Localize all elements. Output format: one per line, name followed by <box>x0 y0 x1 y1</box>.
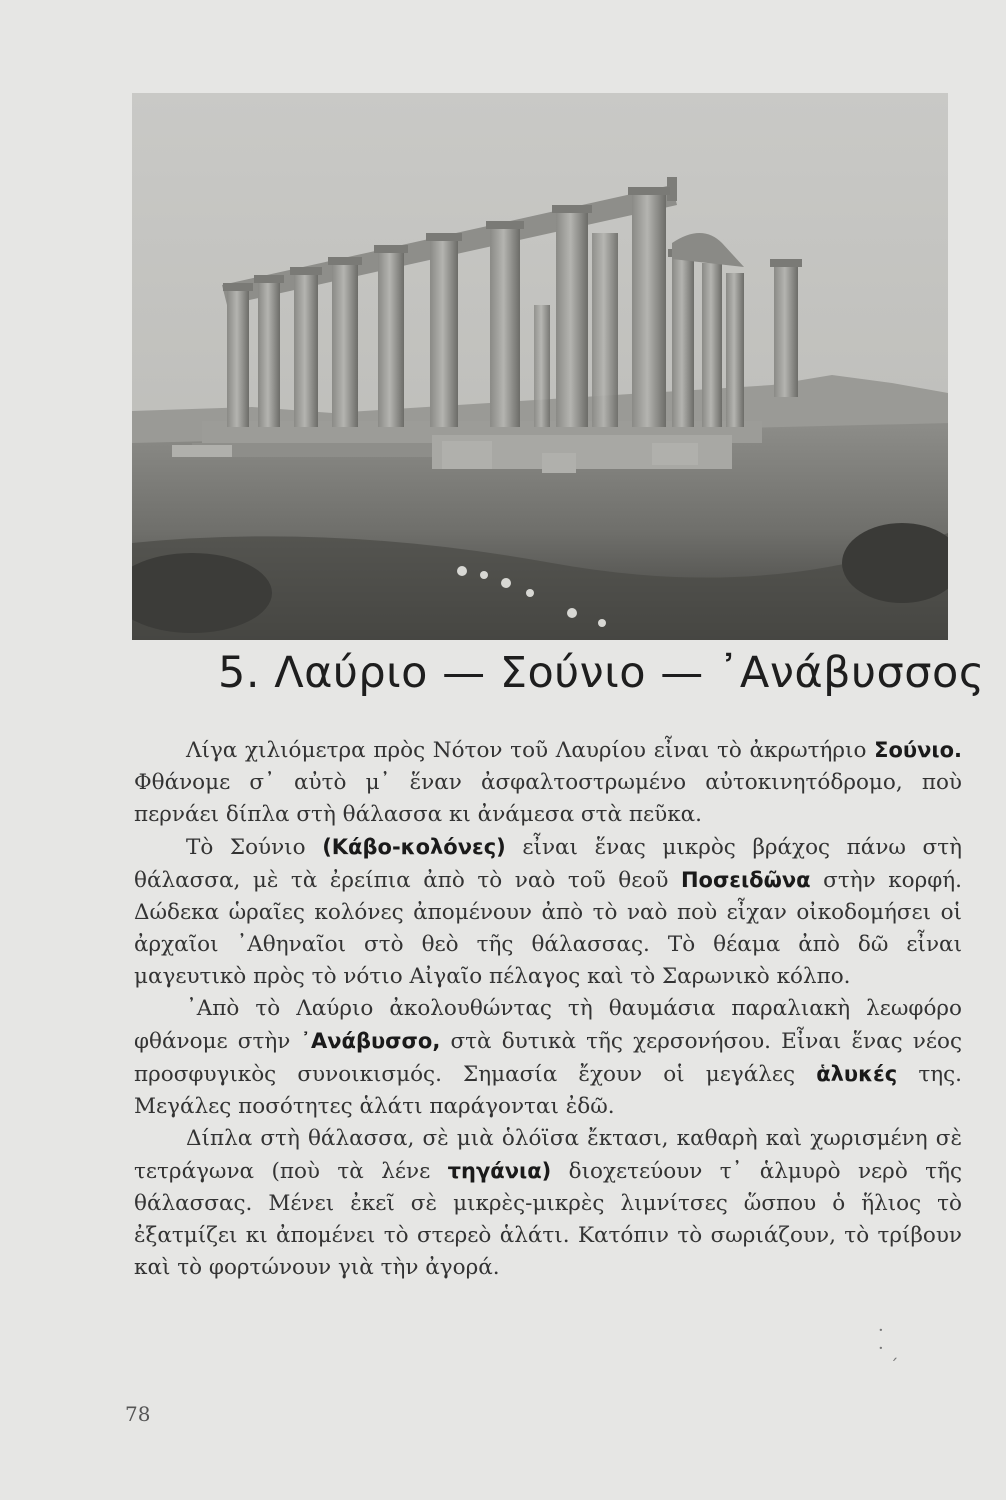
paragraph-text: ᾿Απὸ τὸ Λαύριο ἀκολουθώντας τὴ θαυμάσια παραλιακὴ λεωφόρο φθάνομε στὴν <box>134 996 962 1054</box>
paragraph <box>134 734 962 831</box>
paragraph-text: διοχετεύουν τ᾿ ἁλμυρὸ νερὸ τῆς θάλασσας. Μένει ἐκεῖ σὲ μικρὲς-μικρὲς λιμνίτσες ὥσπου ὁ ἥλιος τὸ ἐξατμίζει κι ἀπομένει τὸ στερεὸ ἁλάτι. Κατόπιν τὸ σωριάζουν, τὸ τρίβουν καὶ τὸ φορτώνουν γιὰ τὴν ἀγορά. <box>134 1159 962 1280</box>
paragraph-text: Δίπλα στὴ θάλασσα, σὲ μιὰ ὁλόϊσα ἔκτασι, καθαρὴ καὶ χωρισμένη σὲ τετράγωνα (ποὺ τὰ λένε <box>134 1126 962 1184</box>
key-term: ἁλυκές <box>816 1062 898 1086</box>
key-term: Σούνιο. <box>874 738 962 762</box>
paragraph-text: Λίγα χιλιόμετρα πρὸς Νότον τοῦ Λαυρίου εἶναι τὸ ἀκρωτήριο <box>186 738 875 763</box>
key-term: (Κάβο-κολόνες) <box>322 835 506 859</box>
chapter-title: 5. Λαύριο — Σούνιο — ᾿Ανάβυσσος <box>218 648 985 698</box>
temple-of-poseidon-illustration <box>132 93 948 640</box>
paragraph-text: στὰ δυτικὰ τῆς χερσονήσου. Εἶναι ἕνας νέος προσφυγικὸς συνοικισμός. Σημασία ἔχουν οἱ μεγάλες <box>134 1029 962 1087</box>
margin-mark: · · ˊ <box>878 1320 899 1377</box>
page-number: 78 <box>125 1402 151 1426</box>
key-term: τηγάνια) <box>447 1159 552 1183</box>
paragraph-text: Φθάνομε σ᾿ αὐτὸ μ᾿ ἕναν ἀσφαλτοστρωμένο αὐτοκινητόδρομο, ποὺ περνάει δίπλα στὴ θάλασσα κι ἀνάμεσα στὰ πεῦκα. <box>134 770 962 827</box>
paragraph <box>134 831 962 993</box>
paragraph <box>134 993 962 1123</box>
paragraph-text: στὴν κορφή. Δώδεκα ὡραῖες κολόνες ἀπομένουν ἀπὸ τὸ ναὸ ποὺ εἶχαν οἰκοδομήσει οἱ ἀρχαῖοι ᾿Αθηναῖοι στὸ θεὸ τῆς θάλασσας. Τὸ θέαμα ἀπὸ δῶ εἶναι μαγευτικὸ πρὸς τὸ νότιο Αἰγαῖο πέλαγος καὶ τὸ Σαρωνικὸ κόλπο. <box>134 868 962 989</box>
paragraph-text: της. Μεγάλες ποσότητες ἁλάτι παράγονται ἐδῶ. <box>134 1062 962 1119</box>
key-term: Ποσειδῶνα <box>680 868 811 892</box>
paragraph <box>134 1123 962 1284</box>
paragraph-text: εἶναι ἕνας μικρὸς βράχος πάνω στὴ θάλασσα, μὲ τὰ ἐρείπια ἀπὸ τὸ ναὸ τοῦ θεοῦ <box>134 835 962 893</box>
paragraph-text: Τὸ Σούνιο <box>186 835 323 860</box>
key-term: ᾿Ανάβυσσο, <box>300 1029 441 1053</box>
temple-photo <box>132 93 948 640</box>
article-body <box>134 734 962 1284</box>
